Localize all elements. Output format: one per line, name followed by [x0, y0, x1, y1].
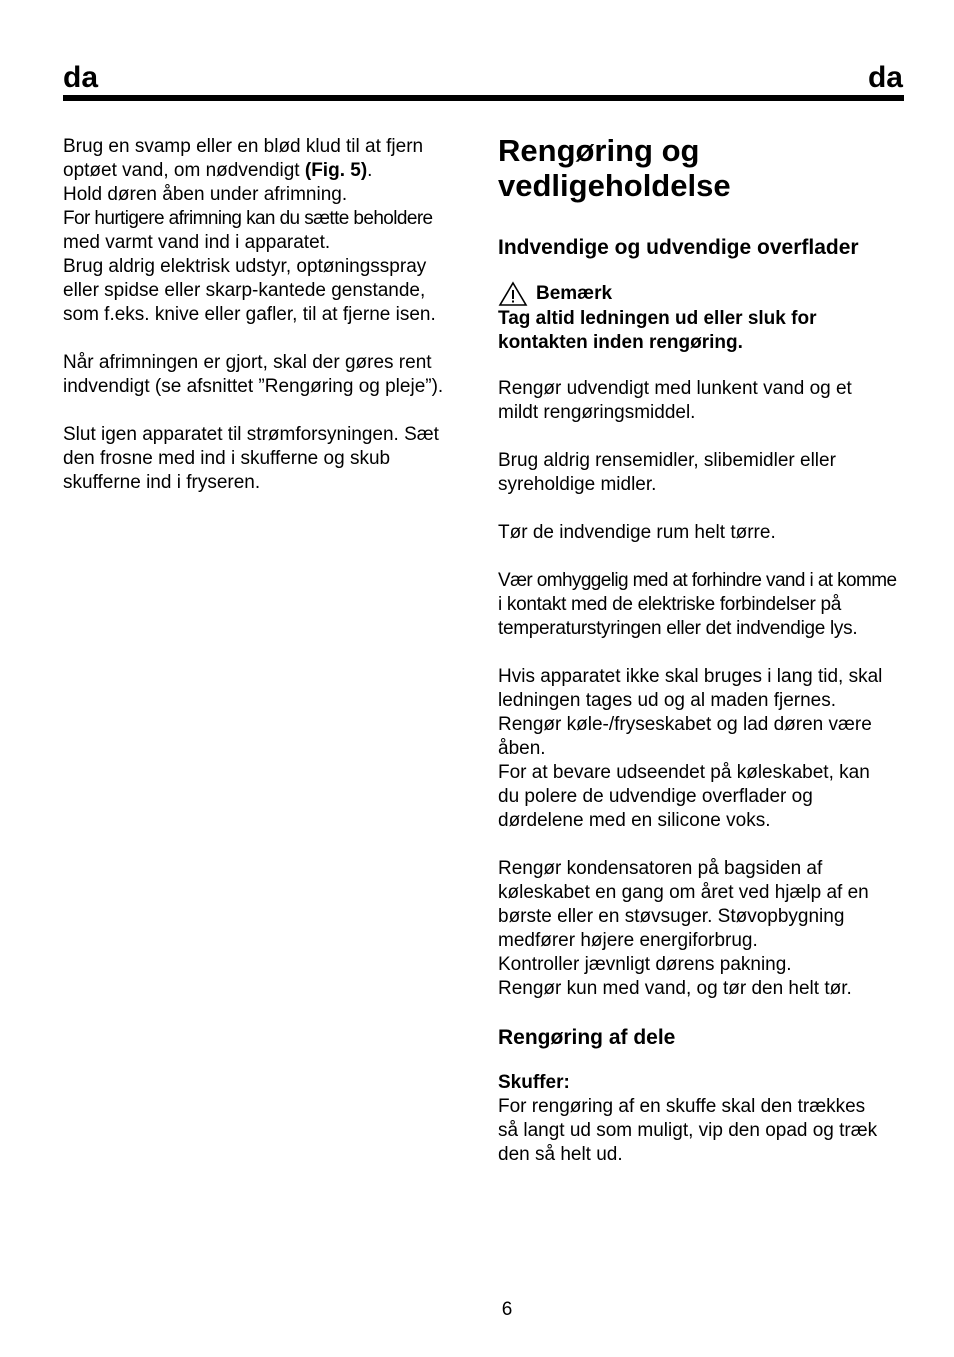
text-line: Kontroller jævnligt dørens pakning.	[498, 954, 792, 975]
note-header	[498, 281, 918, 307]
text-line: børste eller en støvsuger. Støvopbygning	[498, 906, 845, 927]
text-line: For hurtigere afrimning kan du sætte beholdere	[63, 208, 433, 229]
abrasives-paragraph	[498, 449, 918, 497]
section-title	[498, 133, 918, 203]
text-line: dørdelene med en silicone voks.	[498, 810, 771, 831]
text-line: i kontakt med de elektriske forbindelser på	[498, 594, 842, 615]
text-line: Brug aldrig rensemidler, slibemidler eller	[498, 450, 836, 471]
text-line: Brug en svamp eller en blød klud til at fjern	[63, 136, 424, 157]
left-column	[63, 135, 478, 519]
text-line: Rengør kun med vand, og tør den helt tør.	[498, 978, 852, 999]
text-line	[63, 159, 478, 183]
text-line: Tør de indvendige rum helt tørre.	[498, 522, 776, 543]
header-language-left: da	[63, 61, 99, 94]
text-line: med varmt vand ind i apparatet.	[63, 232, 331, 253]
text-line: den frosne med ind i skufferne og skub	[63, 448, 391, 469]
text-line: Rengør kondensatoren på bagsiden af	[498, 858, 823, 879]
text-line: For rengøring af en skuffe skal den trækkes	[498, 1096, 866, 1117]
warning-triangle-icon	[498, 281, 528, 307]
text-line: Rengør udvendigt med lunkent vand og et	[498, 378, 852, 399]
condenser-paragraph	[498, 857, 918, 1001]
text-line: Rengør køle-/fryseskabet og lad døren være	[498, 714, 872, 735]
text-line: Brug aldrig elektrisk udstyr, optøningsspray	[63, 256, 427, 277]
text-line: temperaturstyringen eller det indvendige lys.	[498, 618, 858, 639]
text-line: Hold døren åben under afrimning.	[63, 184, 348, 205]
text-line: du polere de udvendige overflader og	[498, 786, 813, 807]
exterior-cleaning-paragraph	[498, 377, 918, 425]
title-line: Rengøring og	[498, 133, 700, 168]
title-line: vedligeholdelse	[498, 168, 731, 203]
text-line: syreholdige midler.	[498, 474, 657, 495]
text-line: skufferne ind i fryseren.	[63, 472, 261, 493]
text-line: åben.	[498, 738, 546, 759]
after-defrost-paragraph	[63, 351, 478, 399]
drawers-paragraph	[498, 1071, 918, 1167]
text-line: For at bevare udseendet på køleskabet, kan	[498, 762, 870, 783]
right-column	[498, 133, 918, 1191]
parts-cleaning-heading: Rengøring af dele	[498, 1026, 676, 1049]
text-line: så langt ud som muligt, vip den opad og træk	[498, 1120, 878, 1141]
text-line: Tag altid ledningen ud eller sluk for	[498, 308, 817, 329]
dry-paragraph	[498, 521, 918, 545]
text-line: indvendigt (se afsnittet ”Rengøring og pleje”).	[63, 376, 444, 397]
defrost-paragraph	[63, 135, 478, 327]
text-line: Slut igen apparatet til strømforsyningen. Sæt	[63, 424, 439, 445]
text-line: medfører højere energiforbrug.	[498, 930, 758, 951]
text-line: kontakten inden rengøring.	[498, 332, 743, 353]
note-text	[498, 307, 918, 355]
electrical-caution-paragraph	[498, 569, 918, 641]
surfaces-heading: Indvendige og udvendige overflader	[498, 236, 859, 259]
reconnect-paragraph	[63, 423, 478, 495]
text-line: Når afrimningen er gjort, skal der gøres rent	[63, 352, 432, 373]
text-span: .	[367, 160, 373, 181]
text-line: Hvis apparatet ikke skal bruges i lang tid, skal	[498, 666, 883, 687]
text-line: den så helt ud.	[498, 1144, 623, 1165]
text-line: køleskabet en gang om året ved hjælp af en	[498, 882, 869, 903]
long-storage-paragraph	[498, 665, 918, 833]
text-span: optøet vand, om nødvendigt	[63, 160, 305, 181]
header-divider	[63, 95, 904, 101]
text-line: eller spidse eller skarp-kantede genstande,	[63, 280, 426, 301]
text-line: mildt rengøringsmiddel.	[498, 402, 696, 423]
figure-reference: (Fig. 5)	[304, 160, 368, 181]
text-line: ledningen tages ud og al maden fjernes.	[498, 690, 837, 711]
header-language-right: da	[867, 61, 903, 94]
note-label: Bemærk	[536, 283, 613, 304]
text-line: Vær omhyggelig med at forhindre vand i at komme	[498, 570, 897, 591]
drawers-label: Skuffer:	[498, 1072, 570, 1093]
page-number: 6	[501, 1299, 513, 1320]
text-line: som f.eks. knive eller gafler, til at fjerne isen.	[63, 304, 436, 325]
